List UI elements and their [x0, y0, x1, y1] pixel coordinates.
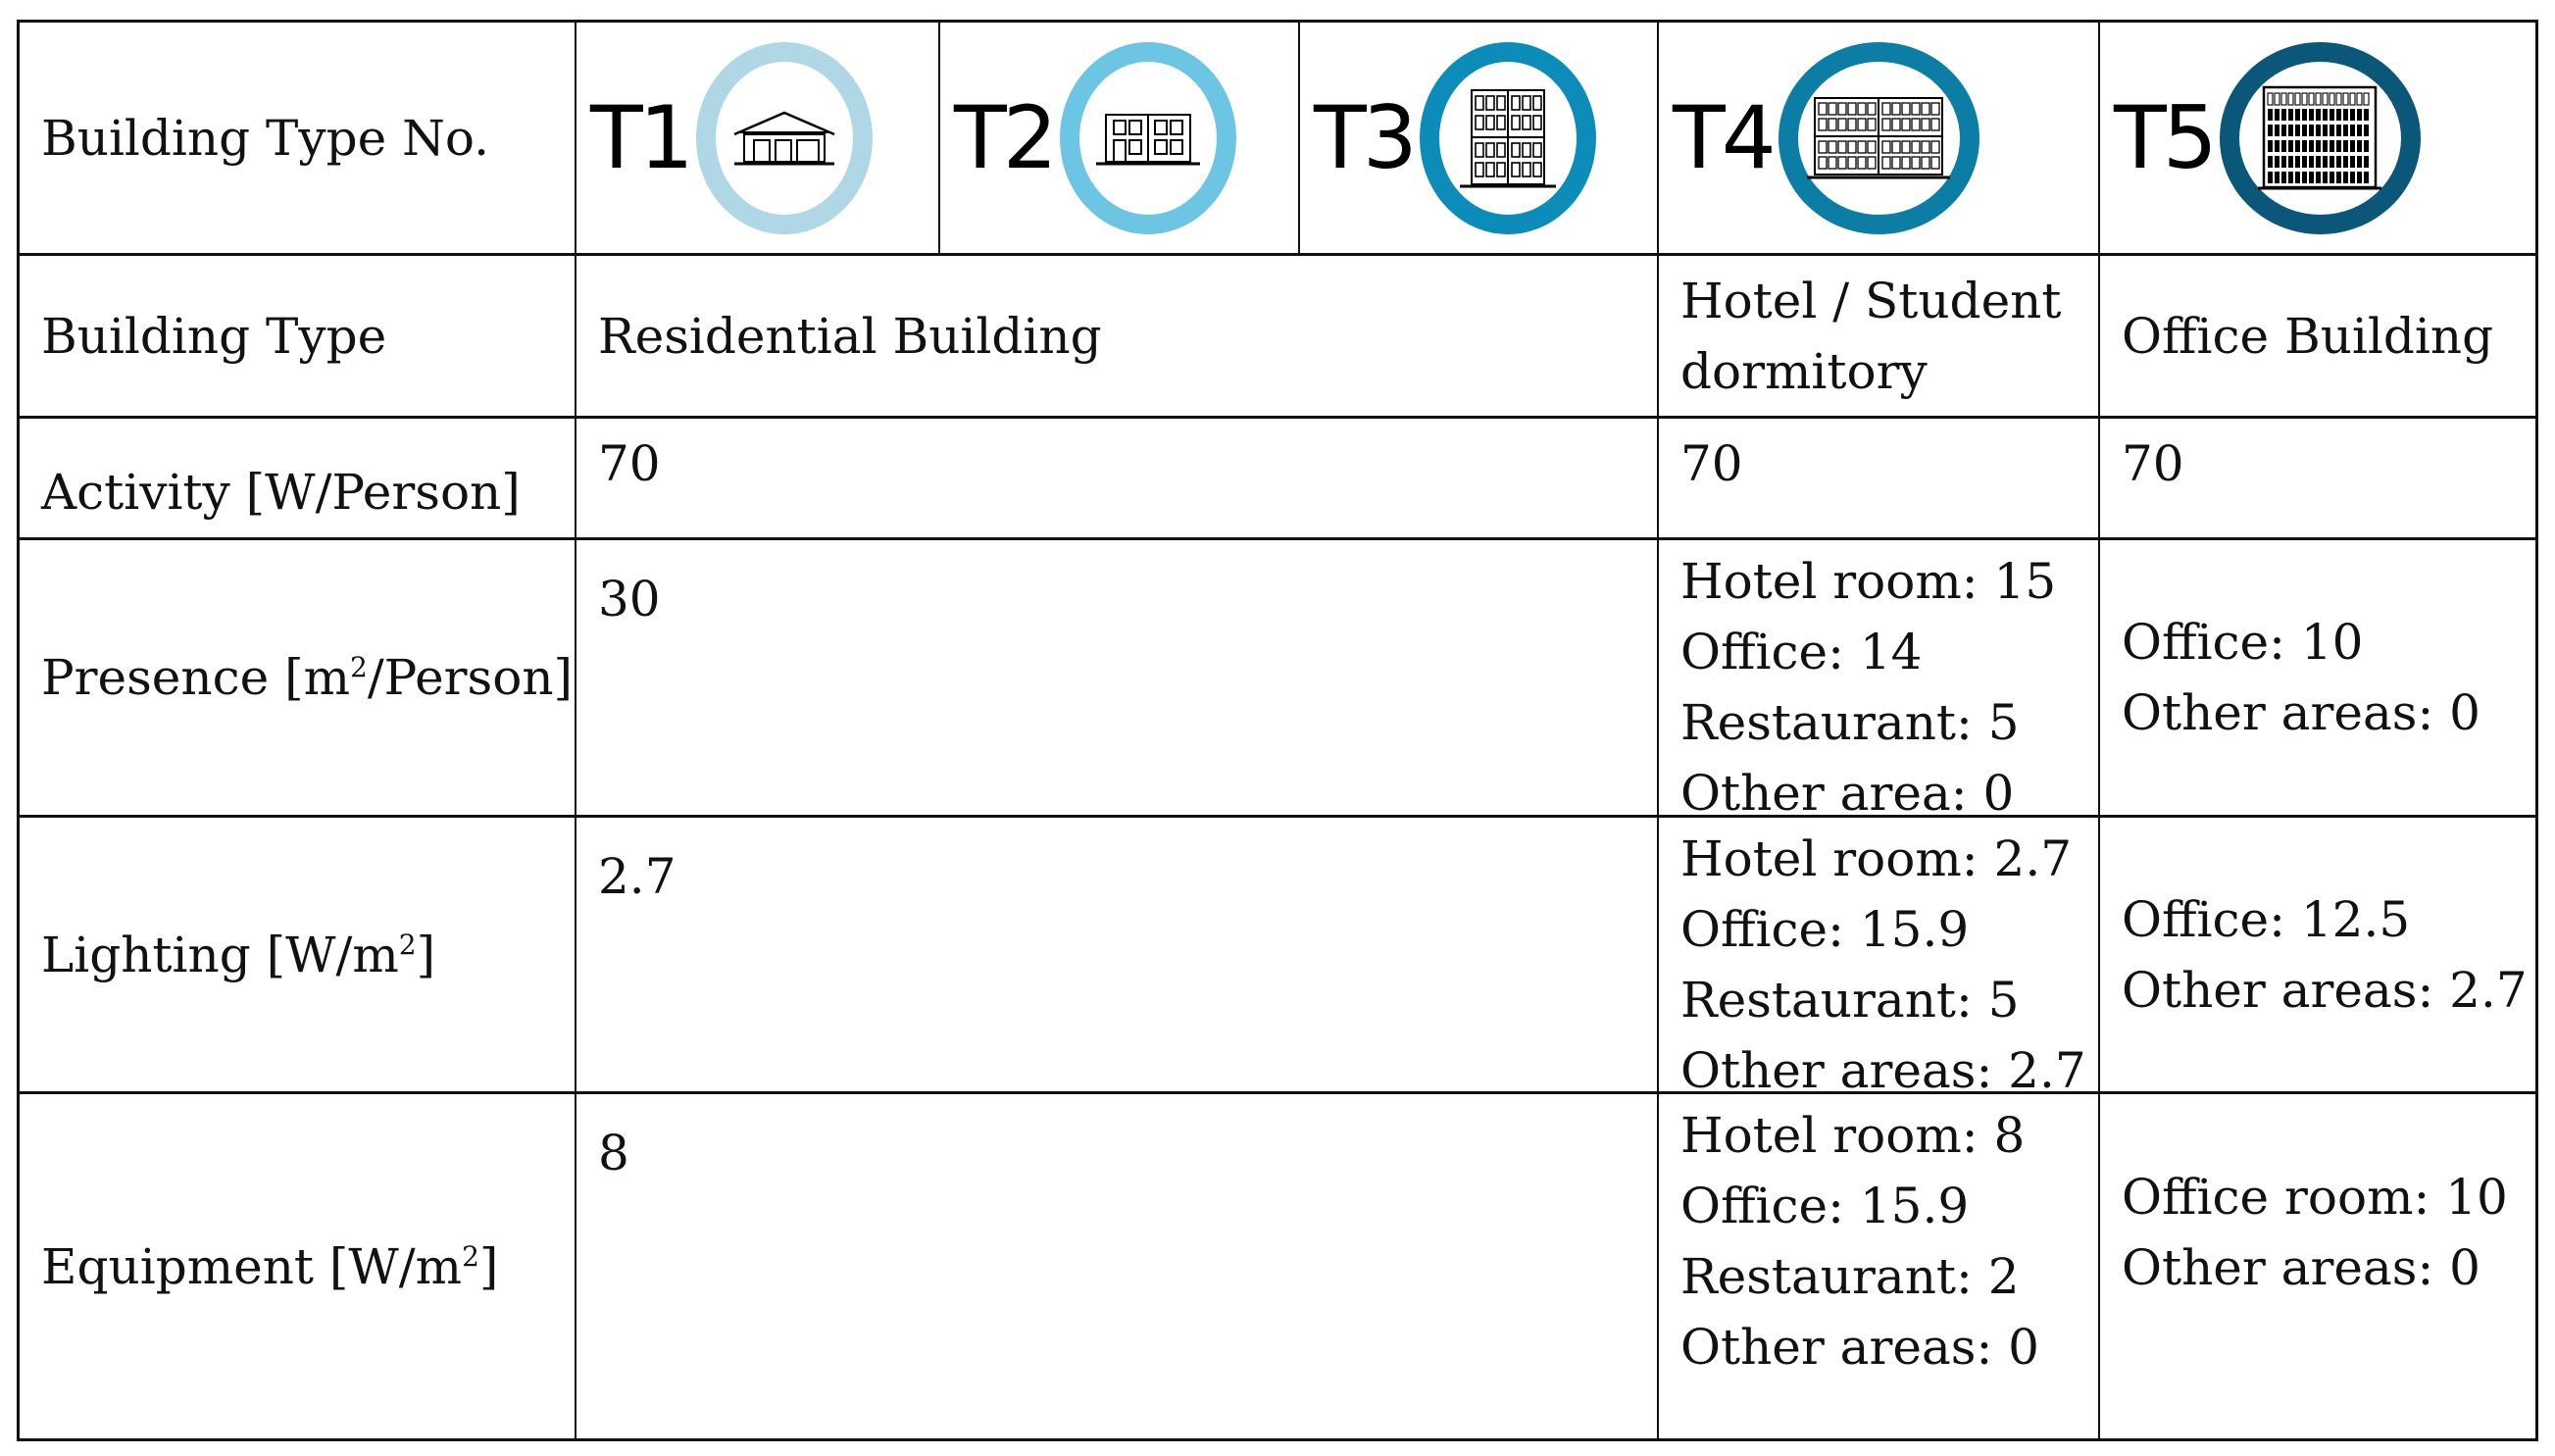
cell-text: Residential Building — [598, 307, 1102, 365]
cell-line: Office: 15.9 — [1680, 901, 1970, 958]
cell-line: Hotel room: 2.7 — [1680, 830, 2073, 887]
row-label-presence — [20, 540, 576, 818]
row-label-equipment — [20, 1094, 576, 1438]
cell-line: Restaurant: 5 — [1680, 694, 2020, 751]
type-label-t3: T3 — [1314, 86, 1414, 188]
cell-line: Other areas: 0 — [2122, 1238, 2480, 1296]
cell-hotel-presence — [1659, 540, 2100, 822]
cell-line: Other areas: 2.7 — [2122, 961, 2528, 1019]
hotel-dormitory-icon — [1778, 42, 1979, 234]
row-label-lighting — [20, 818, 576, 1094]
type-cell-t2 — [940, 23, 1300, 256]
row-label-text: Building Type — [41, 307, 387, 365]
apartment-block-icon — [1420, 42, 1596, 234]
cell-office-lighting — [2100, 818, 2535, 1094]
cell-hotel-equipment — [1659, 1094, 2100, 1438]
cell-line: Hotel room: 8 — [1680, 1107, 2026, 1164]
cell-line: Other area: 0 — [1680, 765, 2015, 822]
row-label-type-no — [20, 23, 576, 256]
type-cell-t1 — [576, 23, 940, 256]
type-label-t4: T4 — [1673, 86, 1773, 188]
row-label-text: Building Type No. — [41, 109, 489, 167]
cell-office-equipment — [2100, 1094, 2535, 1438]
cell-office-activity — [2100, 419, 2535, 540]
cell-line: Office: 15.9 — [1680, 1178, 1970, 1234]
cell-residential-building-type — [576, 256, 1659, 419]
cell-text: 70 — [1680, 435, 1743, 492]
cell-residential-activity — [576, 419, 1659, 540]
single-storey-house-icon — [696, 42, 873, 234]
type-cell-t5 — [2100, 23, 2535, 256]
cell-hotel-lighting — [1659, 818, 2100, 1099]
cell-text: 30 — [598, 571, 661, 628]
cell-line: Restaurant: 5 — [1680, 972, 2020, 1029]
cell-residential-lighting — [576, 818, 1659, 1094]
cell-line: Office: 12.5 — [2122, 890, 2411, 948]
cell-text: 2.7 — [598, 848, 676, 905]
cell-text: 8 — [598, 1125, 629, 1181]
type-cell-t3 — [1300, 23, 1659, 256]
row-label-text: Activity [W/Person] — [41, 463, 521, 521]
cell-text: 70 — [598, 435, 661, 492]
office-tower-icon — [2220, 42, 2421, 234]
cell-line: Office: 14 — [1680, 624, 1923, 680]
cell-line: dormitory — [1680, 342, 1928, 400]
cell-office-presence — [2100, 540, 2535, 818]
cell-line: Other areas: 0 — [1680, 1319, 2039, 1376]
cell-line: Office: 10 — [2122, 614, 2364, 671]
cell-text: 70 — [2122, 435, 2184, 492]
cell-hotel-building-type — [1659, 256, 2100, 419]
two-storey-house-icon — [1060, 42, 1236, 234]
cell-line: Other areas: 0 — [2122, 684, 2480, 741]
row-label-activity — [20, 419, 576, 540]
cell-residential-equipment — [576, 1094, 1659, 1438]
row-label-building-type — [20, 256, 576, 419]
cell-line: Office room: 10 — [2122, 1168, 2508, 1226]
cell-text: Office Building — [2122, 307, 2494, 365]
cell-residential-presence — [576, 540, 1659, 818]
row-label-text: Lighting $[W/m^2]$ — [41, 926, 436, 983]
cell-line: Restaurant: 2 — [1680, 1248, 2020, 1305]
cell-line: Hotel / Student — [1680, 272, 2062, 329]
type-cell-t4 — [1659, 23, 2100, 256]
cell-hotel-activity — [1659, 419, 2100, 540]
type-label-t1: T1 — [590, 86, 690, 188]
row-label-text: Equipment $[W/m^2]$ — [41, 1237, 499, 1295]
cell-office-building-type — [2100, 256, 2535, 419]
cell-line: Other areas: 2.7 — [1680, 1042, 2086, 1099]
row-label-text: Presence $[m^2/Person]$ — [41, 649, 574, 706]
cell-line: Hotel room: 15 — [1680, 553, 2057, 610]
type-label-t2: T2 — [954, 86, 1054, 188]
type-label-t5: T5 — [2114, 86, 2214, 188]
building-parameters-table — [17, 20, 2538, 1441]
